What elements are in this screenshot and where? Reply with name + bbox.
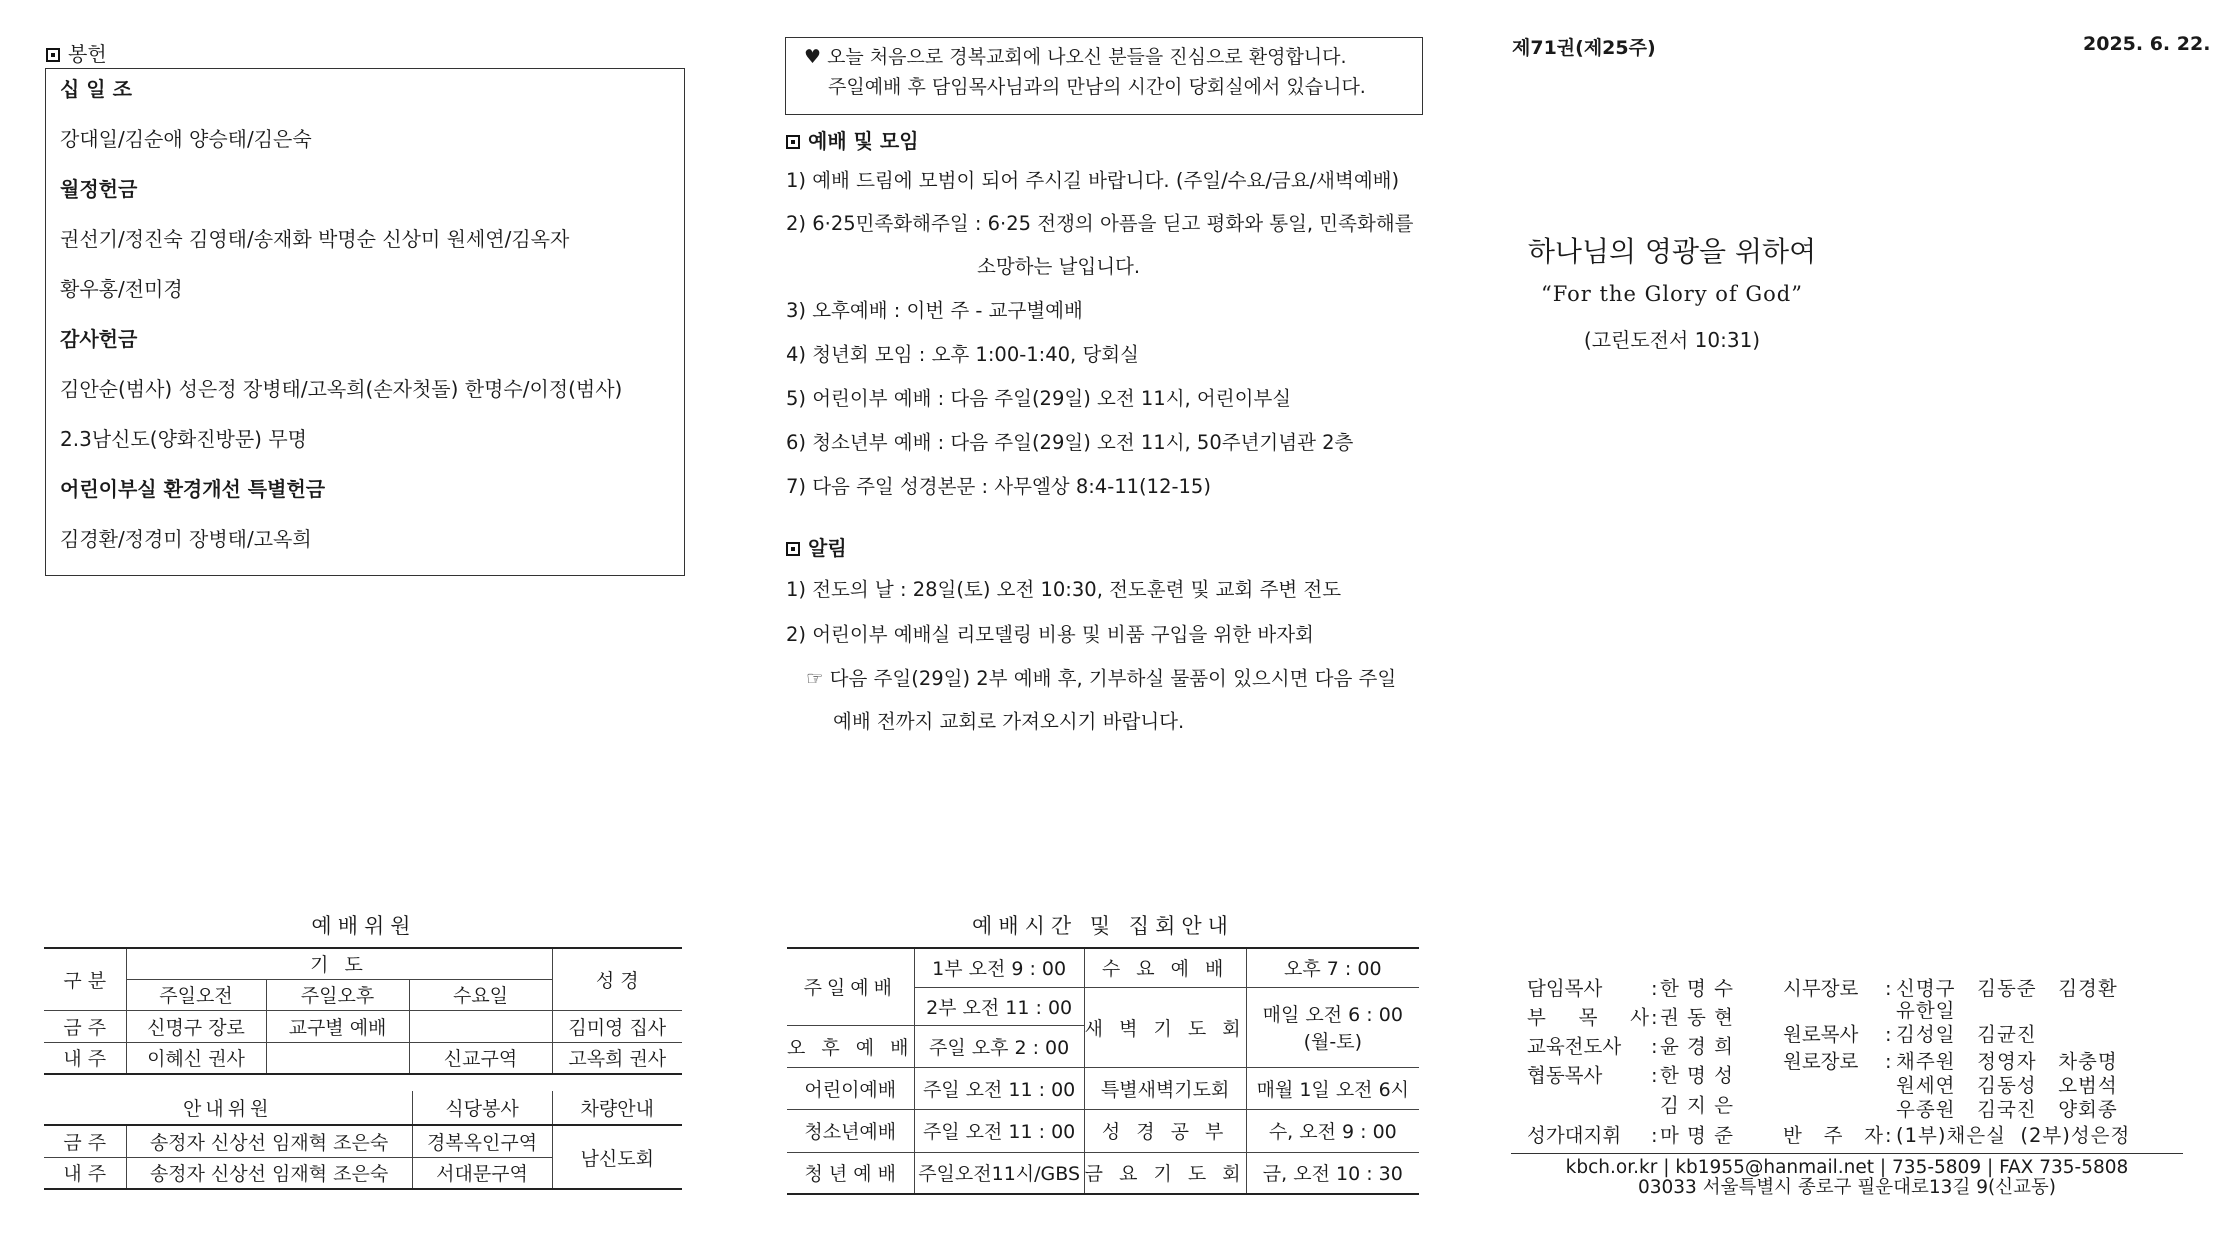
special-dawn-time: 매월 1일 오전 6시 (1246, 1067, 1419, 1109)
cell-kitchen: 서대문구역 (412, 1157, 552, 1189)
worship-item-4: 4) 청년회 모임 : 오후 1:00-1:40, 당회실 (786, 343, 1139, 366)
committee-table (44, 947, 682, 1075)
square-bullet-icon (46, 48, 60, 62)
staff-role: 반 주 자 (1783, 1124, 1883, 1147)
header-morning: 주일오전 (126, 979, 266, 1010)
welcome-line-2: 주일예배 후 담임목사님과의 만남의 시간이 당회실에서 있습니다. (828, 76, 1366, 98)
staff-names: 유한일 (1896, 999, 1956, 1022)
offering-category: 감사헌금 (60, 327, 138, 351)
header-kitchen: 식당봉사 (412, 1091, 552, 1125)
colon-separator: : (1885, 1050, 1892, 1073)
staff-names: (1부)채은실 (2부)성은정 (1896, 1124, 2131, 1147)
worship-item-2-cont: 소망하는 날입니다. (977, 255, 1141, 278)
header-wednesday: 수요일 (409, 979, 552, 1010)
offering-names: 강대일/김순애 양승태/김은숙 (60, 127, 312, 151)
cell-afternoon: 교구별 예배 (266, 1010, 409, 1042)
cell-car: 남신도회 (552, 1125, 682, 1189)
issue-date: 2025. 6. 22. (2083, 33, 2211, 55)
table-row (44, 1042, 682, 1074)
offering-names: 황우홍/전미경 (60, 277, 183, 301)
colon-separator: : (1651, 1124, 1658, 1147)
staff-role: 시무장로 (1783, 977, 1859, 1000)
square-bullet-icon (786, 135, 800, 149)
worship-item-2: 2) 6·25민족화해주일 : 6·25 전쟁의 아픔을 딛고 평화와 통일, 민족화해를 (786, 212, 1414, 235)
staff-role: 원로목사 (1783, 1023, 1859, 1046)
volume-number: 제71권(제25주) (1512, 37, 1656, 59)
bible-study-label: 성 경 공 부 (1084, 1109, 1246, 1152)
cell-scripture: 김미영 집사 (552, 1010, 682, 1042)
staff-role: 원로장로 (1783, 1050, 1859, 1073)
wednesday-time: 오후 7 : 00 (1246, 948, 1419, 987)
welcome-line-1: ♥ 오늘 처음으로 경복교회에 나오신 분들을 진심으로 환영합니다. (804, 46, 1347, 68)
staff-names: 마 명 준 (1660, 1124, 1734, 1147)
kids-time: 주일 오전 11 : 00 (914, 1067, 1084, 1109)
dawn-time (1246, 987, 1419, 1067)
colon-separator: : (1651, 1006, 1658, 1029)
staff-role: 부 목 사 (1527, 1006, 1649, 1029)
cell-ushers: 송정자 신상선 임재혁 조은숙 (126, 1157, 412, 1189)
colon-separator: : (1651, 1035, 1658, 1058)
colon-separator: : (1885, 1023, 1892, 1046)
afternoon-time: 주일 오후 2 : 00 (914, 1025, 1084, 1067)
cell-kitchen: 경복옥인구역 (412, 1125, 552, 1157)
dawn-label: 새 벽 기 도 회 (1084, 987, 1246, 1067)
staff-names: 권 동 현 (1660, 1006, 1734, 1029)
cell-wednesday: 신교구역 (409, 1042, 552, 1074)
notice-item-2: 2) 어린이부 예배실 리모델링 비용 및 비품 구입을 위한 바자회 (786, 623, 1314, 646)
staff-names: 윤 경 희 (1660, 1035, 1734, 1058)
young-adult-time: 주일오전11시/GBS (914, 1152, 1084, 1194)
colon-separator: : (1651, 1064, 1658, 1087)
header-scripture: 성 경 (552, 948, 682, 1010)
first-service: 1부 오전 9 : 00 (914, 948, 1084, 987)
sunday-label: 주일예배 (787, 948, 914, 1025)
staff-names: 신명구 김동준 김경환 (1896, 977, 2118, 1000)
worship-item-5: 5) 어린이부 예배 : 다음 주일(29일) 오전 11시, 어린이부실 (786, 387, 1292, 410)
offering-category: 십 일 조 (60, 77, 132, 101)
staff-role: 담임목사 (1527, 977, 1603, 1000)
header-prayer: 기 도 (126, 948, 552, 979)
special-dawn-label: 특별새벽기도회 (1084, 1067, 1246, 1109)
staff-names: 한 명 수 (1660, 977, 1734, 1000)
friday-prayer-time: 금, 오전 10 : 30 (1246, 1152, 1419, 1194)
schedule-table (787, 947, 1419, 1195)
wednesday-label: 수 요 예 배 (1084, 948, 1246, 987)
cell-wednesday (409, 1010, 552, 1042)
row-label: 금 주 (44, 1010, 126, 1042)
row-label: 금 주 (44, 1125, 126, 1157)
header-category: 구 분 (44, 948, 126, 1010)
staff-role: 협동목사 (1527, 1064, 1603, 1087)
offering-names: 권선기/정진숙 김영태/송재화 박명순 신상미 원세연/김옥자 (60, 227, 570, 251)
notice-heading: 알림 (786, 532, 847, 561)
welcome-box (785, 37, 1423, 115)
staff-names: 김성일 김균진 (1896, 1023, 2037, 1046)
cover-subtitle: “For the Glory of God” (1541, 282, 1803, 306)
offering-box (45, 68, 685, 576)
cell-morning: 신명구 장로 (126, 1010, 266, 1042)
worship-item-7: 7) 다음 주일 성경본문 : 사무엘상 8:4-11(12-15) (786, 475, 1211, 498)
cell-afternoon (266, 1042, 409, 1074)
cell-morning: 이혜신 권사 (126, 1042, 266, 1074)
church-address: 03033 서울특별시 종로구 필운대로13길 9(신교동) (1637, 1177, 2057, 1198)
bible-study-time: 수, 오전 9 : 00 (1246, 1109, 1419, 1152)
offering-category: 어린이부실 환경개선 특별헌금 (60, 477, 326, 501)
cover-title: 하나님의 영광을 위하여 (1527, 235, 1817, 268)
cover-reference: (고린도전서 10:31) (1583, 328, 1761, 352)
cell-ushers: 송정자 신상선 임재혁 조은숙 (126, 1125, 412, 1157)
offering-category: 월정헌금 (60, 177, 138, 201)
header-usher: 안내위원 (44, 1091, 412, 1125)
contact-info: kbch.or.kr | kb1955@hanmail.net | 735-5809 | FAX 735-5808 (1565, 1157, 2129, 1178)
kids-label: 어린이예배 (787, 1067, 914, 1109)
table-row (44, 1010, 682, 1042)
dawn-days-text: (월-토) (1303, 1031, 1362, 1053)
staff-names: 원세연 김동성 오범석 (1896, 1074, 2118, 1097)
row-label: 내 주 (44, 1042, 126, 1074)
second-service: 2부 오전 11 : 00 (914, 987, 1084, 1025)
schedule-title: 예배시간 및 집회안내 (972, 914, 1234, 938)
notice-item-2-sub-cont: 예배 전까지 교회로 가져오시기 바랍니다. (833, 710, 1185, 733)
header-afternoon: 주일오후 (266, 979, 409, 1010)
worship-heading: 예배 및 모임 (786, 125, 919, 154)
afternoon-label: 오 후 예 배 (787, 1025, 914, 1067)
worship-item-6: 6) 청소년부 예배 : 다음 주일(29일) 오전 11시, 50주년기념관 2층 (786, 431, 1354, 454)
staff-names: 김 지 은 (1660, 1094, 1734, 1117)
offering-names: 김안순(범사) 성은정 장병태/고옥희(손자첫돌) 한명수/이정(범사) (60, 377, 623, 401)
worship-item-3: 3) 오후예배 : 이번 주 - 교구별예배 (786, 299, 1083, 322)
staff-names: 채주원 정영자 차충명 (1896, 1050, 2118, 1073)
staff-names: 한 명 성 (1660, 1064, 1734, 1087)
offering-names: 김경환/정경미 장병태/고옥희 (60, 527, 312, 551)
notice-item-1: 1) 전도의 날 : 28일(토) 오전 10:30, 전도훈련 및 교회 주변 전도 (786, 578, 1342, 601)
header-car: 차량안내 (552, 1091, 682, 1125)
colon-separator: : (1651, 977, 1658, 1000)
usher-table (44, 1091, 682, 1190)
committee-title: 예배위원 (311, 914, 417, 938)
offering-heading: 봉헌 (46, 38, 107, 67)
staff-role: 교육전도사 (1527, 1035, 1622, 1058)
table-row (44, 1125, 682, 1157)
staff-names: 우종원 김국진 양회종 (1896, 1098, 2118, 1121)
offering-names: 2.3남신도(양화진방문) 무명 (60, 427, 307, 451)
colon-separator: : (1885, 977, 1892, 1000)
staff-role: 성가대지휘 (1527, 1124, 1622, 1147)
youth-time: 주일 오전 11 : 00 (914, 1109, 1084, 1152)
notice-item-2-sub: ☞ 다음 주일(29일) 2부 예배 후, 기부하실 물품이 있으시면 다음 주일 (806, 667, 1397, 690)
young-adult-label: 청 년 예 배 (787, 1152, 914, 1194)
square-bullet-icon (786, 542, 800, 556)
cell-scripture: 고옥희 권사 (552, 1042, 682, 1074)
youth-label: 청소년예배 (787, 1109, 914, 1152)
worship-item-1: 1) 예배 드림에 모범이 되어 주시길 바랍니다. (주일/수요/금요/새벽예배) (786, 169, 1400, 192)
row-label: 내 주 (44, 1157, 126, 1189)
footer-divider (1511, 1153, 2183, 1154)
dawn-time-text: 매일 오전 6 : 00 (1262, 1004, 1403, 1026)
colon-separator: : (1885, 1124, 1892, 1147)
friday-prayer-label: 금 요 기 도 회 (1084, 1152, 1246, 1194)
